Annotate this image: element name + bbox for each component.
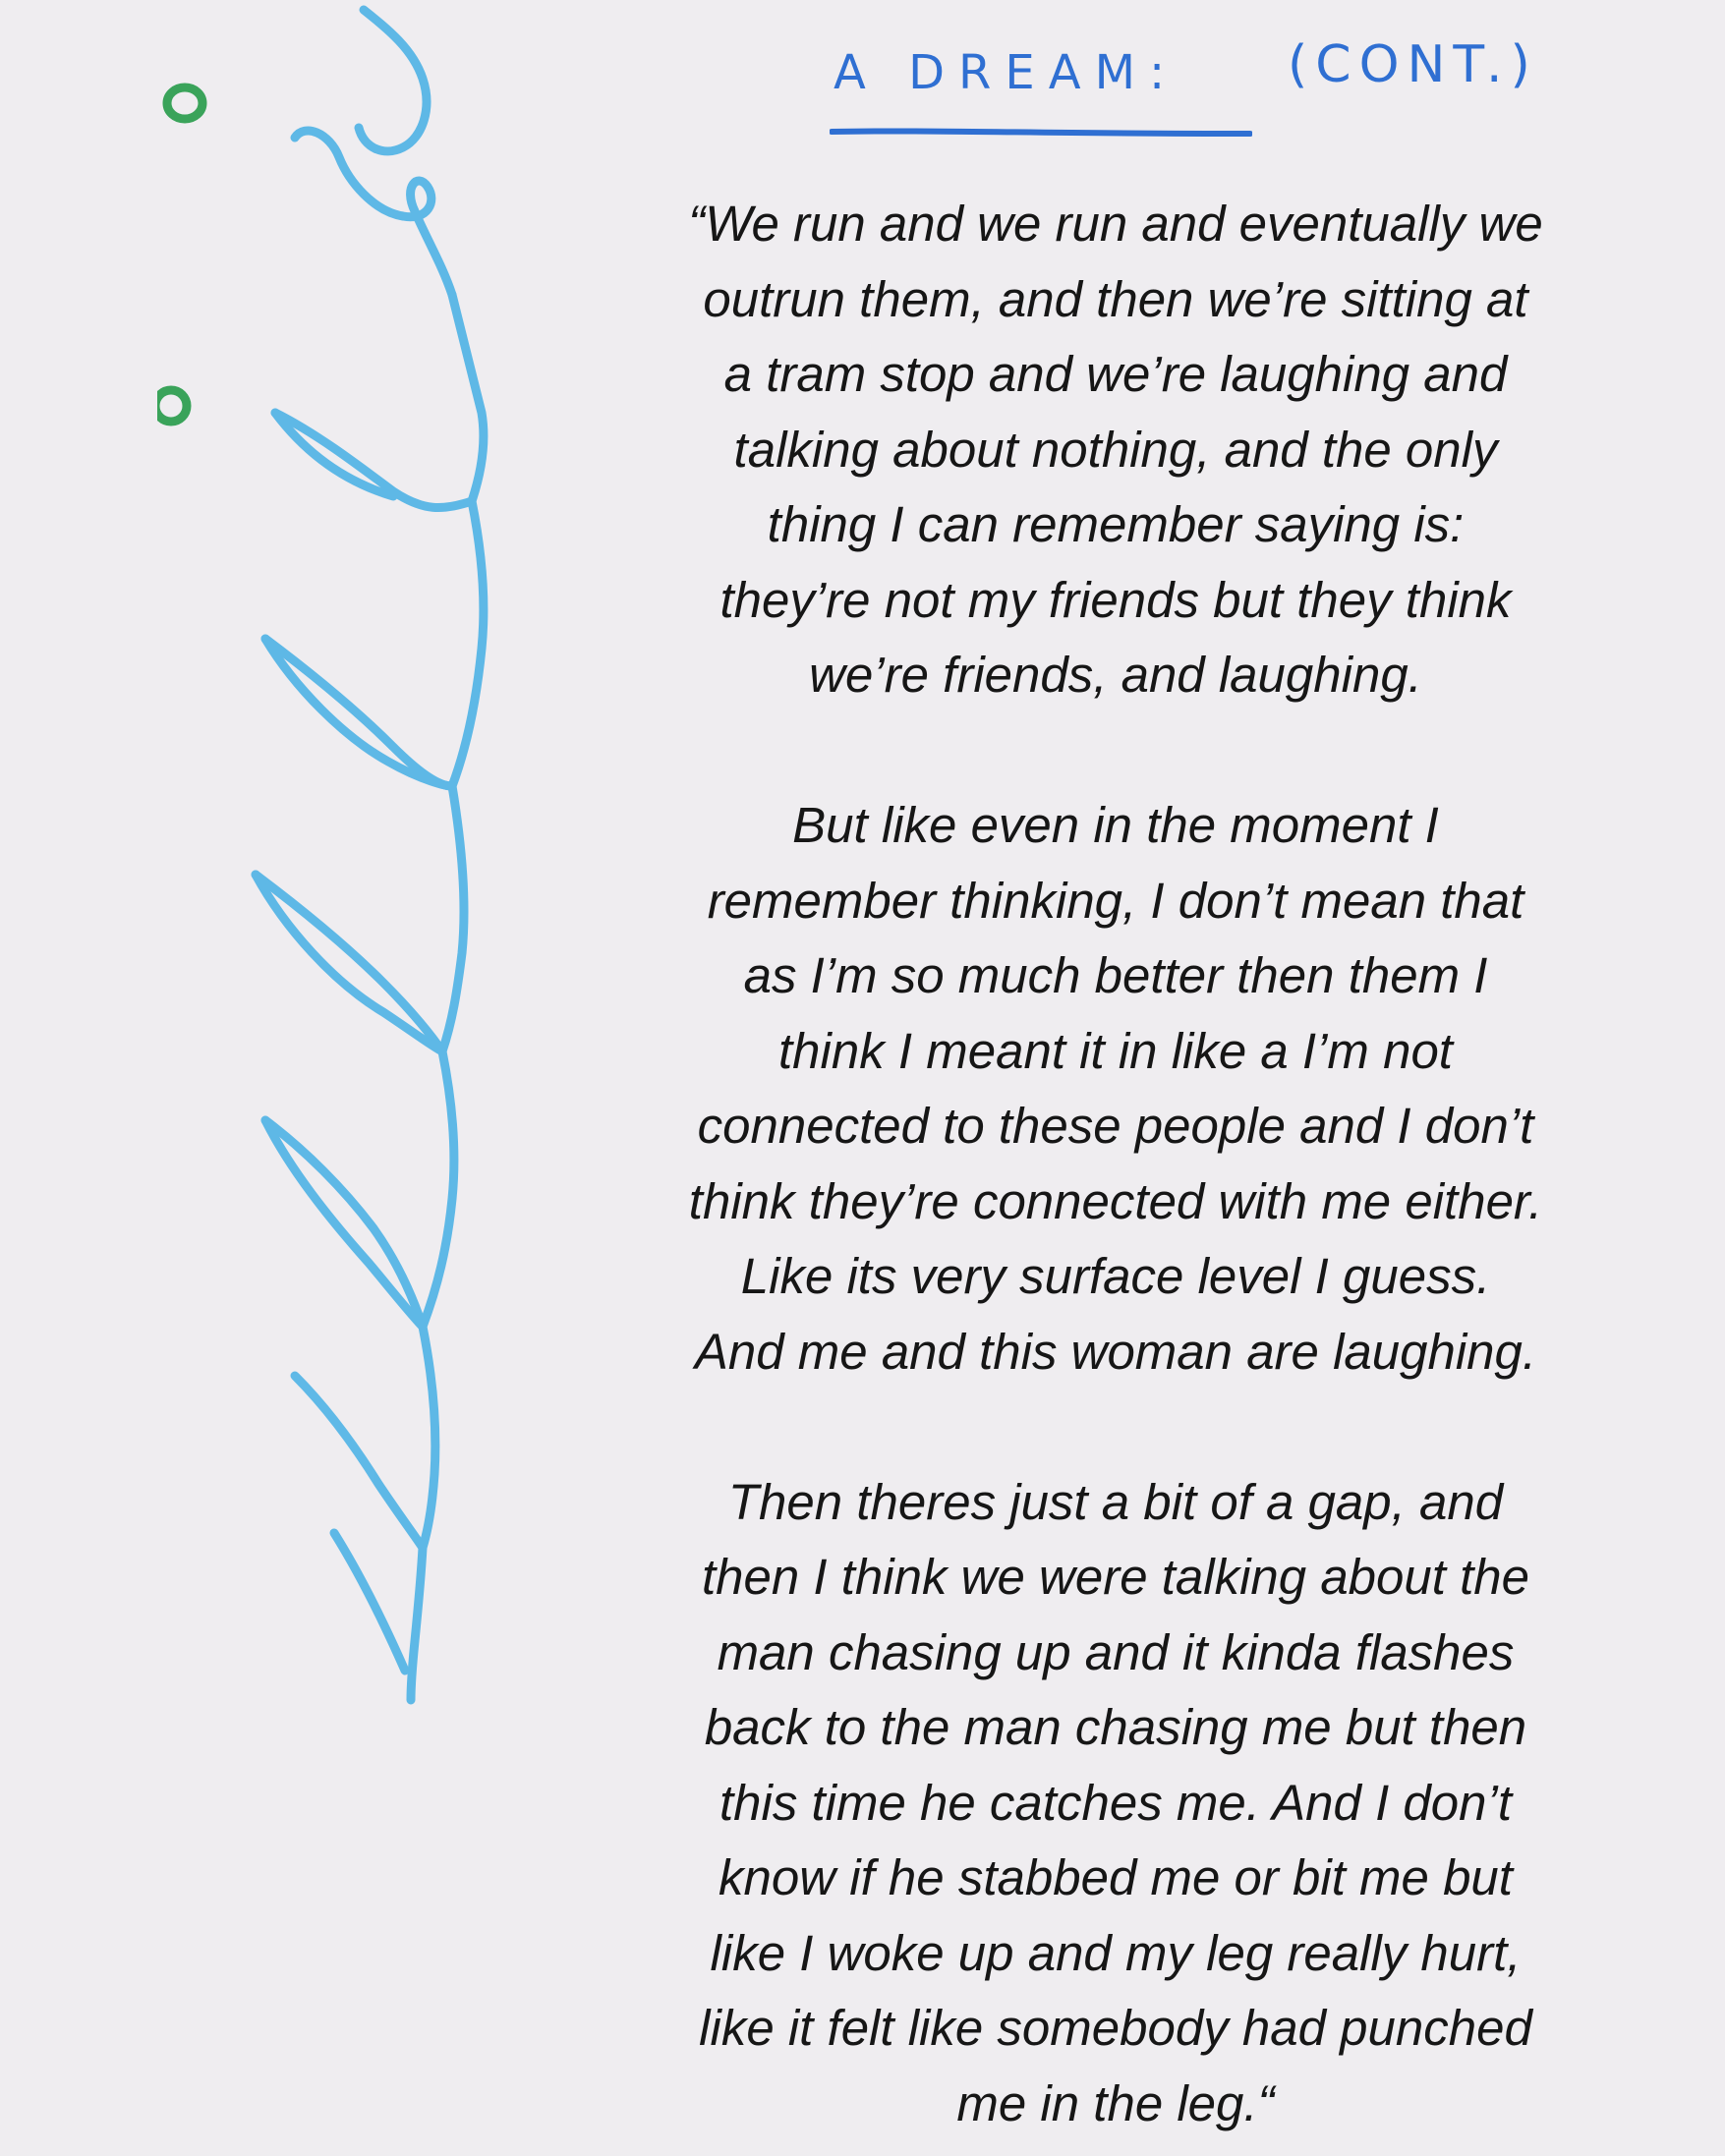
vine-scribble-icon [157, 0, 550, 1749]
title-text: A DREAM: [834, 45, 1179, 100]
title-underline [830, 122, 1252, 142]
paragraph-3: Then theres just a bit of a gap, and then I think we were talking about the man chasing up and it kinda flashes back to the man chasing me but then this time he catches me. And I don’t know if he stabbed me or bit me but like I woke up and my leg really hurt, like it felt like somebody had punched me in the leg.“ [699, 1473, 1532, 2131]
paragraph-2: But like even in the moment I remember thinking, I don’t mean that as I’m so much better then them I think I meant it in like a I’m not connected to these people and I don’t think they’re connected with me either. Like its very surface level I guess. And me and this woman are laughing. [688, 797, 1543, 1380]
paragraph-1: “We run and we run and eventually we outrun them, and then we’re sitting at a tram stop and we’re laughing and talking about nothing, and the only thing I can remember saying is: they’re not my friends but they think we’re friends, and laughing. [688, 196, 1543, 703]
title-subtitle: (CONT.) [1288, 35, 1538, 94]
dream-text [629, 187, 1602, 2141]
page-title [826, 35, 1553, 153]
